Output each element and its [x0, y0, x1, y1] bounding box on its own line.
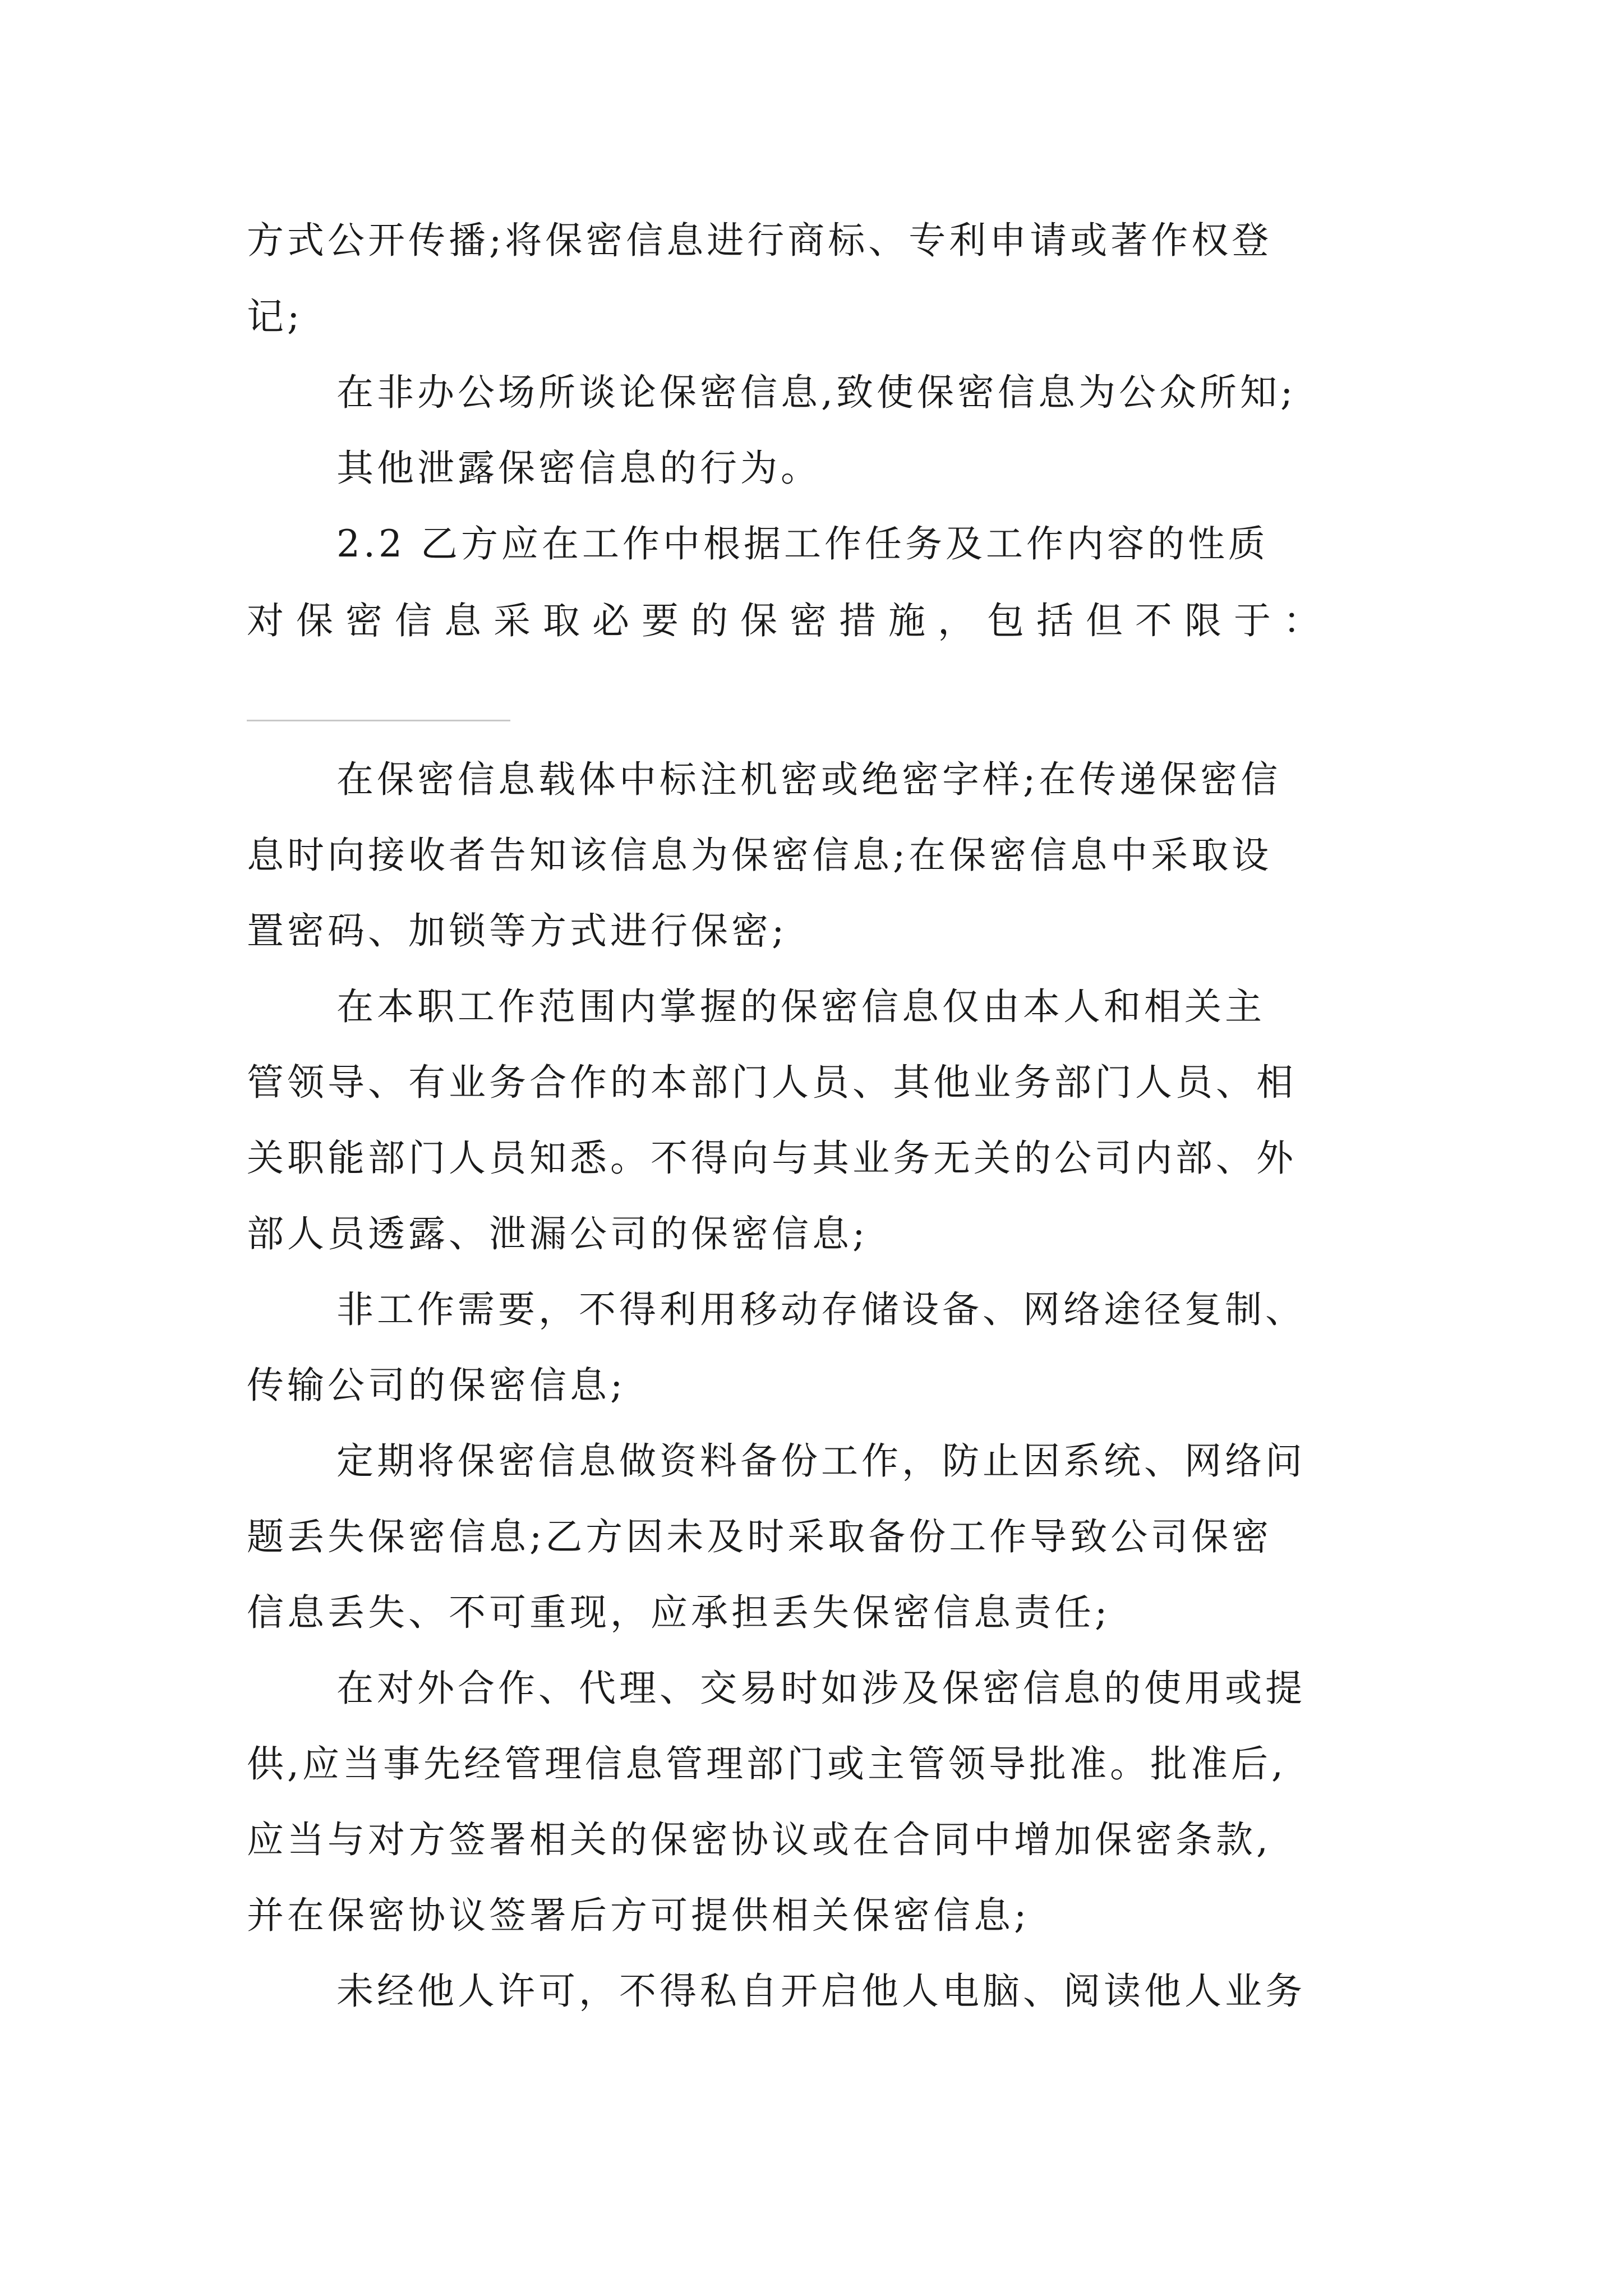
- text-line: 在非办公场所谈论保密信息,致使保密信息为公众所知;: [336, 371, 1297, 414]
- text-line: 2.2 乙方应在工作中根据工作任务及工作内容的性质: [336, 522, 1269, 565]
- text-line: 息时向接收者告知该信息为保密信息;在保密信息中采取设: [247, 834, 1272, 877]
- text-line: 题丢失保密信息;乙方因未及时采取备份工作导致公司保密: [247, 1515, 1272, 1558]
- text-line: 非工作需要，不得利用移动存储设备、网络途径复制、: [336, 1288, 1306, 1331]
- text-line: 在本职工作范围内掌握的保密信息仅由本人和相关主: [336, 985, 1265, 1028]
- text-line: 其他泄露保密信息的行为。: [336, 447, 821, 490]
- text-line: 关职能部门人员知悉。不得向与其业务无关的公司内部、外: [247, 1137, 1297, 1180]
- text-line: 传输公司的保密信息;: [247, 1364, 626, 1407]
- text-line: 记;: [247, 295, 303, 338]
- text-line: 未经他人许可，不得私自开启他人电脑、阅读他人业务: [336, 1970, 1306, 2013]
- text-line: 在保密信息载体中标注机密或绝密字样;在传递保密信: [336, 758, 1281, 801]
- text-line: 管领导、有业务合作的本部门人员、其他业务部门人员、相: [247, 1061, 1297, 1104]
- text-line: 并在保密协议签署后方可提供相关保密信息;: [247, 1894, 1030, 1937]
- text-line: 部人员透露、泄漏公司的保密信息;: [247, 1212, 869, 1255]
- text-line: 置密码、加锁等方式进行保密;: [247, 909, 788, 953]
- text-line: 对保密信息采取必要的保密措施，包括但不限于：: [247, 599, 1332, 642]
- text-line: 应当与对方签署相关的保密协议或在合同中增加保密条款,: [247, 1818, 1271, 1861]
- text-line: 在对外合作、代理、交易时如涉及保密信息的使用或提: [336, 1667, 1306, 1710]
- text-line: 供,应当事先经管理信息管理部门或主管领导批准。批准后,: [247, 1742, 1287, 1786]
- text-line: 定期将保密信息做资料备份工作，防止因系统、网络问: [336, 1439, 1306, 1483]
- text-line: 信息丢失、不可重现，应承担丢失保密信息责任;: [247, 1591, 1111, 1634]
- footnote-divider: [247, 720, 510, 721]
- text-line: 方式公开传播;将保密信息进行商标、专利申请或著作权登: [247, 219, 1272, 262]
